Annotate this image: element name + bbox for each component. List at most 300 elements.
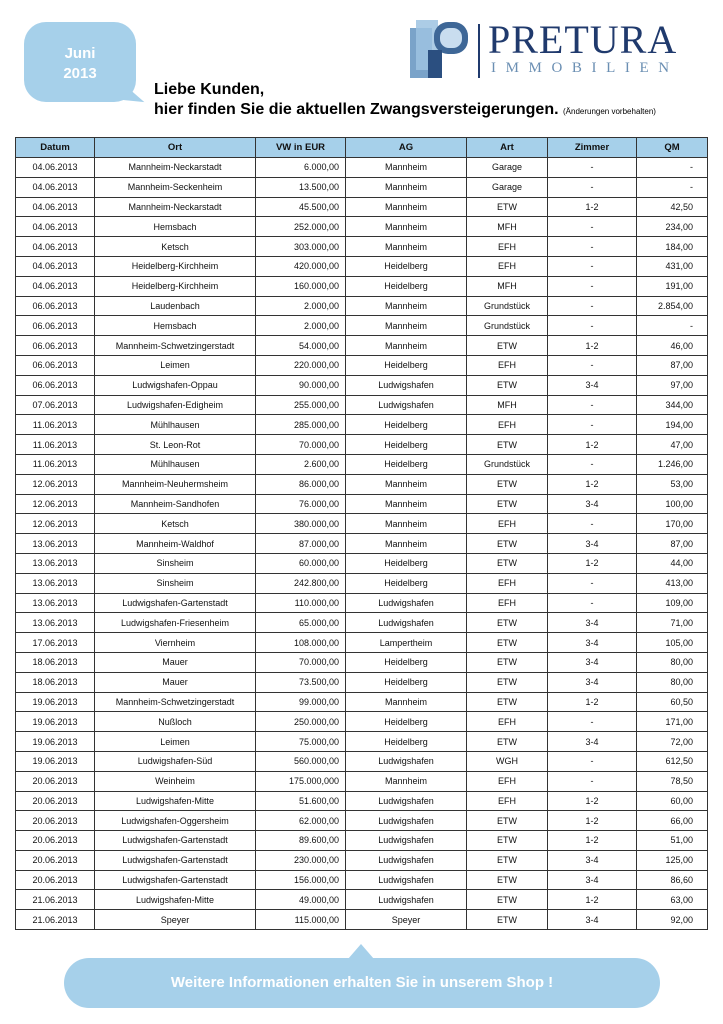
cell-zimmer: - (548, 751, 637, 771)
cell-art: ETW (467, 435, 548, 455)
cell-qm: 92,00 (637, 910, 708, 930)
table-row (16, 553, 708, 573)
greeting (154, 80, 656, 122)
table-row (16, 712, 708, 732)
cell-ort: Mannheim-Sandhofen (95, 494, 256, 514)
cell-vw: 230.000,00 (256, 850, 346, 870)
cell-qm: 60,00 (637, 791, 708, 811)
cell-qm: 63,00 (637, 890, 708, 910)
cell-vw: 160.000,00 (256, 276, 346, 296)
cell-vw: 110.000,00 (256, 593, 346, 613)
table-row (16, 751, 708, 771)
cell-qm: 60,50 (637, 692, 708, 712)
cell-qm: 184,00 (637, 237, 708, 257)
cell-ag: Mannheim (346, 336, 467, 356)
cell-art: ETW (467, 652, 548, 672)
cell-qm: 125,00 (637, 850, 708, 870)
cell-qm: 53,00 (637, 474, 708, 494)
cell-qm: 42,50 (637, 197, 708, 217)
cell-datum: 17.06.2013 (16, 633, 95, 653)
cell-qm: 171,00 (637, 712, 708, 732)
table-row (16, 474, 708, 494)
table-row (16, 158, 708, 178)
table-header-row (16, 138, 708, 158)
cell-vw: 70.000,00 (256, 435, 346, 455)
cell-ag: Heidelberg (346, 573, 467, 593)
date-badge-tail (116, 82, 148, 108)
cell-ort: Heidelberg-Kirchheim (95, 276, 256, 296)
cell-vw: 2.000,00 (256, 316, 346, 336)
cell-datum: 04.06.2013 (16, 197, 95, 217)
cell-datum: 11.06.2013 (16, 454, 95, 474)
cell-zimmer: 3-4 (548, 633, 637, 653)
column-header-zimmer: Zimmer (548, 138, 637, 158)
cell-zimmer: - (548, 712, 637, 732)
cell-ort: Mannheim-Waldhof (95, 534, 256, 554)
cell-qm: 47,00 (637, 435, 708, 455)
table-row (16, 534, 708, 554)
cell-ag: Ludwigshafen (346, 870, 467, 890)
cell-zimmer: 3-4 (548, 910, 637, 930)
cell-art: MFH (467, 395, 548, 415)
cell-datum: 12.06.2013 (16, 474, 95, 494)
cell-art: EFH (467, 573, 548, 593)
cell-qm: 66,00 (637, 811, 708, 831)
cell-zimmer: 3-4 (548, 613, 637, 633)
cell-ag: Heidelberg (346, 732, 467, 752)
cell-zimmer: - (548, 217, 637, 237)
cell-ort: Leimen (95, 732, 256, 752)
cell-vw: 45.500,00 (256, 197, 346, 217)
cell-ort: Speyer (95, 910, 256, 930)
cell-ag: Mannheim (346, 494, 467, 514)
cell-art: ETW (467, 692, 548, 712)
cell-vw: 175.000,000 (256, 771, 346, 791)
cell-art: ETW (467, 890, 548, 910)
cell-ort: Nußloch (95, 712, 256, 732)
cell-vw: 560.000,00 (256, 751, 346, 771)
cell-datum: 20.06.2013 (16, 791, 95, 811)
cell-zimmer: 3-4 (548, 732, 637, 752)
column-header-art: Art (467, 138, 548, 158)
cell-zimmer: - (548, 514, 637, 534)
table-row (16, 514, 708, 534)
cell-ag: Heidelberg (346, 652, 467, 672)
table-row (16, 771, 708, 791)
cell-vw: 89.600,00 (256, 831, 346, 851)
cell-ag: Mannheim (346, 177, 467, 197)
cell-zimmer: - (548, 158, 637, 178)
cell-datum: 04.06.2013 (16, 237, 95, 257)
cell-ort: Mannheim-Neckarstadt (95, 197, 256, 217)
cell-vw: 49.000,00 (256, 890, 346, 910)
cell-vw: 99.000,00 (256, 692, 346, 712)
cell-zimmer: 3-4 (548, 870, 637, 890)
cell-ag: Heidelberg (346, 355, 467, 375)
cell-zimmer: 1-2 (548, 336, 637, 356)
cell-ort: Ludwigshafen-Edigheim (95, 395, 256, 415)
cell-datum: 18.06.2013 (16, 652, 95, 672)
cell-ag: Mannheim (346, 237, 467, 257)
cell-zimmer: 3-4 (548, 494, 637, 514)
cell-ort: Viernheim (95, 633, 256, 653)
cell-qm: 71,00 (637, 613, 708, 633)
cell-zimmer: 1-2 (548, 831, 637, 851)
cell-datum: 06.06.2013 (16, 375, 95, 395)
table-row (16, 633, 708, 653)
cell-ort: Hemsbach (95, 217, 256, 237)
cell-art: ETW (467, 910, 548, 930)
cell-qm: 100,00 (637, 494, 708, 514)
cell-ag: Heidelberg (346, 256, 467, 276)
cell-qm: 612,50 (637, 751, 708, 771)
cell-ort: Ludwigshafen-Gartenstadt (95, 593, 256, 613)
cell-ag: Ludwigshafen (346, 831, 467, 851)
cell-art: EFH (467, 514, 548, 534)
cell-datum: 07.06.2013 (16, 395, 95, 415)
cell-vw: 2.000,00 (256, 296, 346, 316)
table-row (16, 573, 708, 593)
cell-datum: 19.06.2013 (16, 712, 95, 732)
cell-vw: 242.800,00 (256, 573, 346, 593)
cell-datum: 19.06.2013 (16, 751, 95, 771)
cell-qm: 109,00 (637, 593, 708, 613)
cell-vw: 285.000,00 (256, 415, 346, 435)
cell-art: MFH (467, 217, 548, 237)
cell-ag: Mannheim (346, 771, 467, 791)
table-row (16, 692, 708, 712)
cell-vw: 65.000,00 (256, 613, 346, 633)
cell-vw: 62.000,00 (256, 811, 346, 831)
column-header-ag: AG (346, 138, 467, 158)
cell-vw: 70.000,00 (256, 652, 346, 672)
column-header-qm: QM (637, 138, 708, 158)
cell-art: ETW (467, 613, 548, 633)
cell-qm: - (637, 177, 708, 197)
table-row (16, 672, 708, 692)
cell-art: EFH (467, 237, 548, 257)
cell-ort: Laudenbach (95, 296, 256, 316)
cell-zimmer: 1-2 (548, 435, 637, 455)
table-row (16, 850, 708, 870)
table-row (16, 217, 708, 237)
cell-qm: 86,60 (637, 870, 708, 890)
cell-ag: Mannheim (346, 474, 467, 494)
table-row (16, 593, 708, 613)
cell-ag: Speyer (346, 910, 467, 930)
date-badge-text (24, 44, 136, 84)
cell-datum: 13.06.2013 (16, 553, 95, 573)
cell-datum: 21.06.2013 (16, 910, 95, 930)
cell-datum: 06.06.2013 (16, 336, 95, 356)
column-header-vw: VW in EUR (256, 138, 346, 158)
cell-art: MFH (467, 276, 548, 296)
cell-ort: Ketsch (95, 237, 256, 257)
cell-ag: Mannheim (346, 692, 467, 712)
table-row (16, 732, 708, 752)
cell-datum: 04.06.2013 (16, 158, 95, 178)
cell-ort: Mühlhausen (95, 415, 256, 435)
cell-ag: Mannheim (346, 197, 467, 217)
cell-ort: Mannheim-Neckarstadt (95, 158, 256, 178)
cell-art: EFH (467, 415, 548, 435)
cell-qm: 80,00 (637, 652, 708, 672)
cell-datum: 12.06.2013 (16, 514, 95, 534)
table-row (16, 910, 708, 930)
footer-text[interactable]: Weitere Informationen erhalten Sie in unserem Shop ! (170, 974, 554, 991)
cell-ort: Mannheim-Schwetzingerstadt (95, 336, 256, 356)
cell-zimmer: 3-4 (548, 534, 637, 554)
cell-vw: 255.000,00 (256, 395, 346, 415)
cell-datum: 06.06.2013 (16, 296, 95, 316)
cell-art: ETW (467, 197, 548, 217)
table-row (16, 375, 708, 395)
cell-art: ETW (467, 534, 548, 554)
cell-ort: Mühlhausen (95, 454, 256, 474)
table-row (16, 336, 708, 356)
cell-art: ETW (467, 850, 548, 870)
cell-datum: 12.06.2013 (16, 494, 95, 514)
column-header-datum: Datum (16, 138, 95, 158)
cell-ag: Ludwigshafen (346, 751, 467, 771)
cell-zimmer: 1-2 (548, 197, 637, 217)
table-row (16, 177, 708, 197)
cell-ort: Ludwigshafen-Süd (95, 751, 256, 771)
cell-vw: 156.000,00 (256, 870, 346, 890)
table-row (16, 652, 708, 672)
cell-qm: 80,00 (637, 672, 708, 692)
cell-art: ETW (467, 553, 548, 573)
cell-ort: St. Leon-Rot (95, 435, 256, 455)
cell-art: ETW (467, 474, 548, 494)
table-row (16, 395, 708, 415)
cell-ag: Ludwigshafen (346, 593, 467, 613)
cell-art: EFH (467, 256, 548, 276)
cell-qm: 2.854,00 (637, 296, 708, 316)
cell-zimmer: - (548, 316, 637, 336)
cell-datum: 20.06.2013 (16, 811, 95, 831)
cell-art: WGH (467, 751, 548, 771)
cell-art: Grundstück (467, 454, 548, 474)
cell-zimmer: - (548, 771, 637, 791)
cell-vw: 86.000,00 (256, 474, 346, 494)
cell-zimmer: 3-4 (548, 375, 637, 395)
cell-ag: Mannheim (346, 217, 467, 237)
cell-qm: 87,00 (637, 534, 708, 554)
cell-vw: 75.000,00 (256, 732, 346, 752)
cell-ag: Ludwigshafen (346, 850, 467, 870)
table-row (16, 613, 708, 633)
cell-zimmer: - (548, 355, 637, 375)
logo-divider (478, 24, 480, 78)
cell-ort: Mannheim-Neuhermsheim (95, 474, 256, 494)
cell-datum: 20.06.2013 (16, 831, 95, 851)
cell-art: ETW (467, 672, 548, 692)
cell-ag: Heidelberg (346, 672, 467, 692)
table-row (16, 435, 708, 455)
cell-qm: 191,00 (637, 276, 708, 296)
cell-qm: 170,00 (637, 514, 708, 534)
cell-art: ETW (467, 870, 548, 890)
cell-art: ETW (467, 375, 548, 395)
table-row (16, 197, 708, 217)
cell-zimmer: - (548, 454, 637, 474)
cell-qm: - (637, 158, 708, 178)
cell-datum: 20.06.2013 (16, 850, 95, 870)
cell-datum: 06.06.2013 (16, 355, 95, 375)
cell-vw: 303.000,00 (256, 237, 346, 257)
cell-ort: Sinsheim (95, 573, 256, 593)
cell-ag: Heidelberg (346, 553, 467, 573)
cell-datum: 20.06.2013 (16, 870, 95, 890)
cell-art: EFH (467, 355, 548, 375)
cell-ort: Mannheim-Schwetzingerstadt (95, 692, 256, 712)
cell-qm: 78,50 (637, 771, 708, 791)
cell-zimmer: - (548, 395, 637, 415)
cell-ort: Mauer (95, 672, 256, 692)
cell-qm: 234,00 (637, 217, 708, 237)
cell-art: Garage (467, 158, 548, 178)
cell-datum: 19.06.2013 (16, 732, 95, 752)
cell-ag: Mannheim (346, 514, 467, 534)
cell-datum: 04.06.2013 (16, 217, 95, 237)
cell-zimmer: 1-2 (548, 890, 637, 910)
cell-ag: Heidelberg (346, 712, 467, 732)
cell-ag: Lampertheim (346, 633, 467, 653)
cell-vw: 252.000,00 (256, 217, 346, 237)
cell-datum: 11.06.2013 (16, 415, 95, 435)
cell-ag: Ludwigshafen (346, 395, 467, 415)
badge-year: 2013 (63, 65, 97, 82)
cell-ag: Ludwigshafen (346, 613, 467, 633)
cell-ort: Ludwigshafen-Mitte (95, 791, 256, 811)
table-row (16, 831, 708, 851)
cell-vw: 54.000,00 (256, 336, 346, 356)
badge-month: Juni (64, 45, 96, 62)
table-row (16, 316, 708, 336)
cell-datum: 18.06.2013 (16, 672, 95, 692)
cell-art: EFH (467, 771, 548, 791)
cell-ort: Leimen (95, 355, 256, 375)
cell-zimmer: 3-4 (548, 652, 637, 672)
cell-qm: - (637, 316, 708, 336)
cell-vw: 380.000,00 (256, 514, 346, 534)
cell-datum: 04.06.2013 (16, 256, 95, 276)
cell-vw: 51.600,00 (256, 791, 346, 811)
cell-zimmer: 1-2 (548, 692, 637, 712)
cell-ag: Ludwigshafen (346, 811, 467, 831)
cell-zimmer: - (548, 296, 637, 316)
cell-qm: 44,00 (637, 553, 708, 573)
cell-datum: 06.06.2013 (16, 316, 95, 336)
cell-zimmer: 1-2 (548, 791, 637, 811)
cell-ort: Heidelberg-Kirchheim (95, 256, 256, 276)
cell-art: ETW (467, 336, 548, 356)
cell-art: ETW (467, 831, 548, 851)
table-row (16, 237, 708, 257)
cell-art: Grundstück (467, 316, 548, 336)
cell-vw: 60.000,00 (256, 553, 346, 573)
cell-ag: Mannheim (346, 158, 467, 178)
table-row (16, 890, 708, 910)
table-row (16, 791, 708, 811)
cell-ort: Ludwigshafen-Mitte (95, 890, 256, 910)
table-row (16, 296, 708, 316)
cell-ort: Mauer (95, 652, 256, 672)
cell-vw: 220.000,00 (256, 355, 346, 375)
cell-vw: 13.500,00 (256, 177, 346, 197)
logo-name: PRETURA (488, 17, 678, 62)
cell-vw: 420.000,00 (256, 256, 346, 276)
cell-datum: 11.06.2013 (16, 435, 95, 455)
cell-ag: Heidelberg (346, 435, 467, 455)
cell-ag: Mannheim (346, 316, 467, 336)
cell-ort: Ludwigshafen-Gartenstadt (95, 850, 256, 870)
cell-ag: Mannheim (346, 296, 467, 316)
cell-ort: Ludwigshafen-Gartenstadt (95, 870, 256, 890)
cell-vw: 115.000,00 (256, 910, 346, 930)
cell-ort: Mannheim-Seckenheim (95, 177, 256, 197)
cell-ag: Heidelberg (346, 415, 467, 435)
cell-art: ETW (467, 811, 548, 831)
cell-datum: 13.06.2013 (16, 573, 95, 593)
cell-vw: 76.000,00 (256, 494, 346, 514)
cell-datum: 21.06.2013 (16, 890, 95, 910)
table-row (16, 415, 708, 435)
cell-zimmer: 1-2 (548, 553, 637, 573)
cell-qm: 51,00 (637, 831, 708, 851)
cell-qm: 1.246,00 (637, 454, 708, 474)
cell-ag: Heidelberg (346, 454, 467, 474)
cell-vw: 2.600,00 (256, 454, 346, 474)
cell-art: ETW (467, 633, 548, 653)
cell-qm: 194,00 (637, 415, 708, 435)
table-row (16, 870, 708, 890)
column-header-ort: Ort (95, 138, 256, 158)
table-row (16, 454, 708, 474)
logo-subtitle: IMMOBILIEN (491, 60, 679, 76)
cell-qm: 431,00 (637, 256, 708, 276)
cell-zimmer: - (548, 573, 637, 593)
cell-ort: Ludwigshafen-Oggersheim (95, 811, 256, 831)
cell-datum: 20.06.2013 (16, 771, 95, 791)
cell-art: ETW (467, 732, 548, 752)
cell-zimmer: 3-4 (548, 850, 637, 870)
cell-ort: Weinheim (95, 771, 256, 791)
cell-datum: 13.06.2013 (16, 593, 95, 613)
cell-zimmer: - (548, 593, 637, 613)
cell-art: EFH (467, 712, 548, 732)
cell-zimmer: - (548, 415, 637, 435)
cell-ort: Hemsbach (95, 316, 256, 336)
table-row (16, 494, 708, 514)
cell-qm: 72,00 (637, 732, 708, 752)
cell-datum: 19.06.2013 (16, 692, 95, 712)
cell-vw: 73.500,00 (256, 672, 346, 692)
cell-datum: 04.06.2013 (16, 177, 95, 197)
auction-table (15, 137, 708, 930)
cell-ag: Ludwigshafen (346, 375, 467, 395)
cell-qm: 46,00 (637, 336, 708, 356)
greeting-note: (Änderungen vorbehalten) (563, 107, 656, 116)
cell-art: Grundstück (467, 296, 548, 316)
cell-vw: 90.000,00 (256, 375, 346, 395)
table-row (16, 355, 708, 375)
cell-vw: 6.000,00 (256, 158, 346, 178)
cell-zimmer: - (548, 276, 637, 296)
cell-zimmer: 3-4 (548, 672, 637, 692)
cell-qm: 87,00 (637, 355, 708, 375)
